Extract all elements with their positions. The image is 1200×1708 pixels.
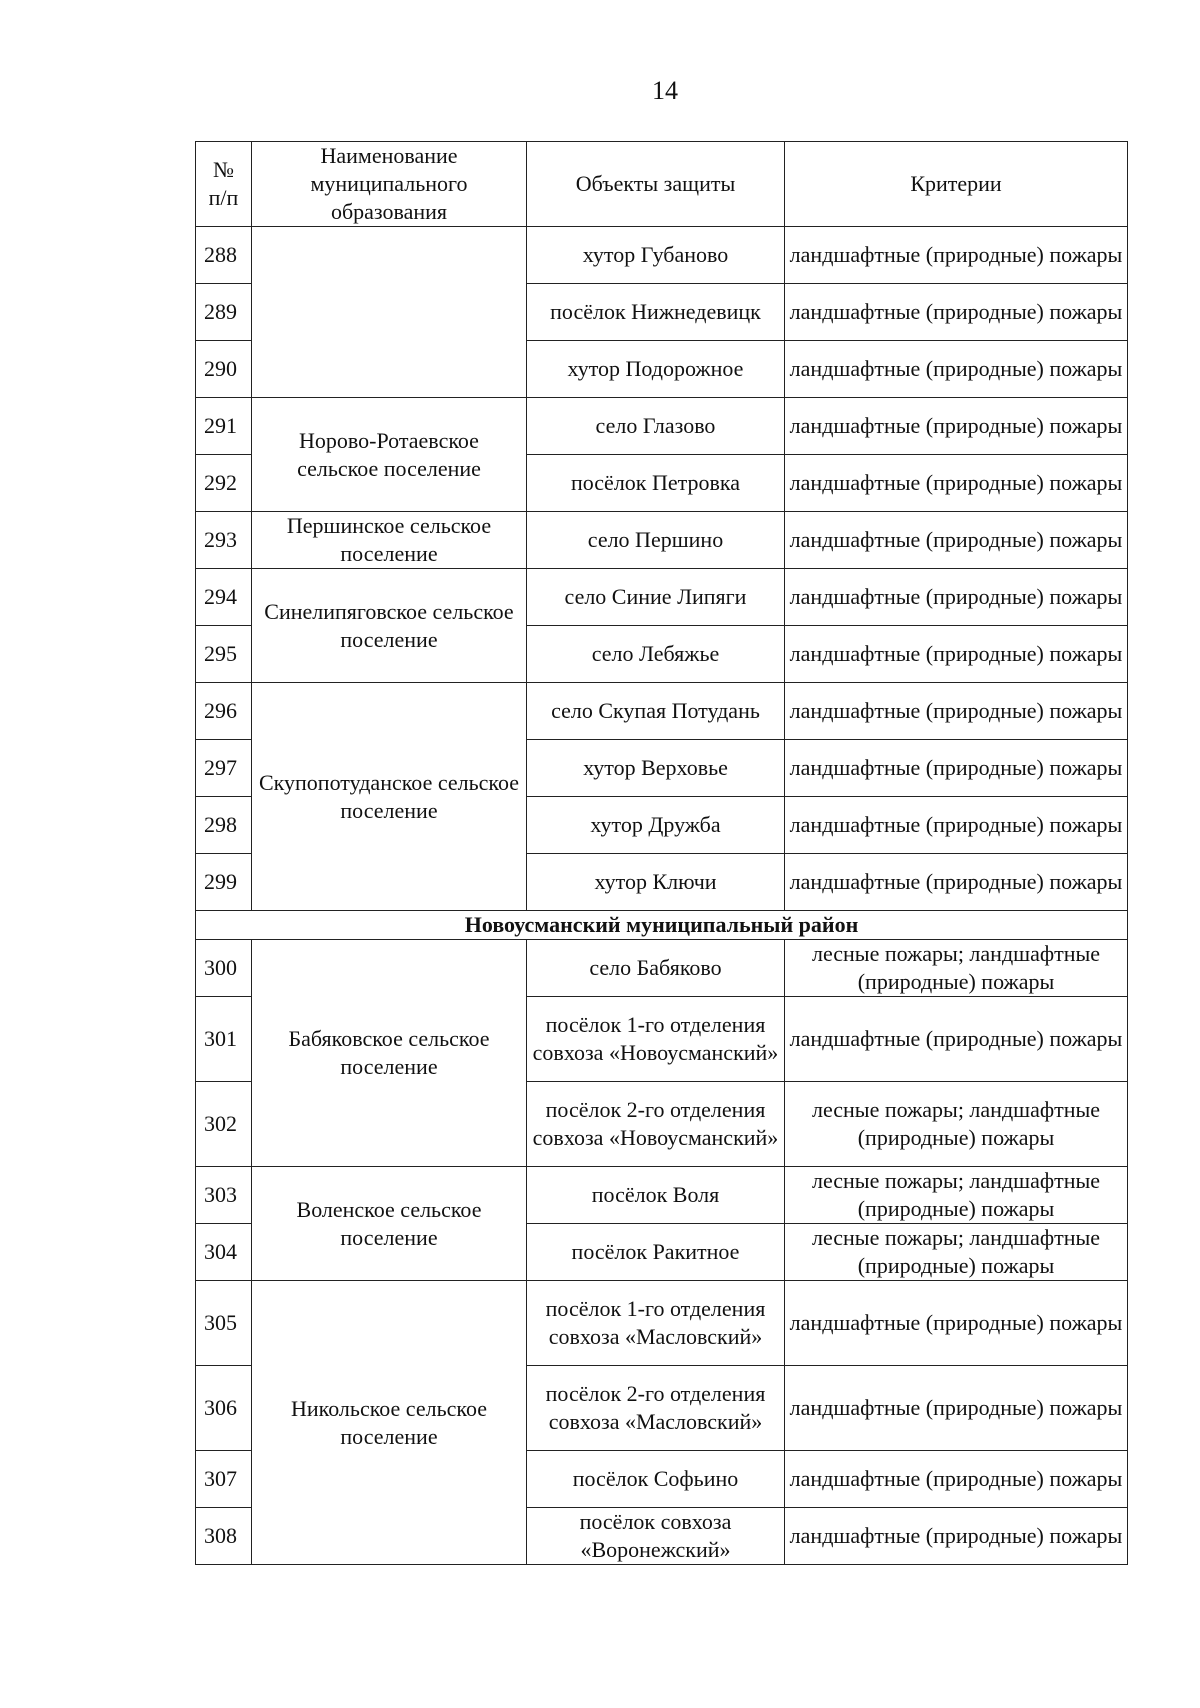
municipality-cell: Воленское сельское поселение xyxy=(252,1167,527,1281)
row-number: 301 xyxy=(196,997,252,1082)
criteria-cell: ландшафтные (природные) пожары xyxy=(785,341,1128,398)
protection-object-cell: село Бабяково xyxy=(527,940,785,997)
protection-object-cell: село Глазово xyxy=(527,398,785,455)
header-criteria: Критерии xyxy=(785,142,1128,227)
page-number: 14 xyxy=(652,76,678,105)
section-title: Новоусманский муниципальный район xyxy=(196,911,1128,940)
table-row xyxy=(196,512,1128,569)
table-row xyxy=(196,683,1128,740)
row-number: 293 xyxy=(196,512,252,569)
row-number: 292 xyxy=(196,455,252,512)
protection-object-cell: хутор Дружба xyxy=(527,797,785,854)
row-number: 290 xyxy=(196,341,252,398)
section-row xyxy=(196,911,1128,940)
protection-object-cell: хутор Верховье xyxy=(527,740,785,797)
row-number: 302 xyxy=(196,1082,252,1167)
protection-object-cell: посёлок Софьино xyxy=(527,1451,785,1508)
row-number: 307 xyxy=(196,1451,252,1508)
row-number: 305 xyxy=(196,1281,252,1366)
criteria-cell: ландшафтные (природные) пожары xyxy=(785,626,1128,683)
criteria-cell: ландшафтные (природные) пожары xyxy=(785,1281,1128,1366)
criteria-cell: ландшафтные (природные) пожары xyxy=(785,569,1128,626)
criteria-cell: ландшафтные (природные) пожары xyxy=(785,455,1128,512)
municipality-cell: Норово-Ротаевское сельское поселение xyxy=(252,398,527,512)
municipality-cell: Никольское сельское поселение xyxy=(252,1281,527,1565)
protection-object-cell: село Лебяжье xyxy=(527,626,785,683)
criteria-cell: ландшафтные (природные) пожары xyxy=(785,512,1128,569)
criteria-cell: ландшафтные (природные) пожары xyxy=(785,997,1128,1082)
protection-object-cell: хутор Ключи xyxy=(527,854,785,911)
row-number: 308 xyxy=(196,1508,252,1565)
municipality-cell: Першинское сельское поселение xyxy=(252,512,527,569)
row-number: 289 xyxy=(196,284,252,341)
criteria-cell: лесные пожары; ландшафтные (природные) пожары xyxy=(785,1167,1128,1224)
criteria-cell: ландшафтные (природные) пожары xyxy=(785,1451,1128,1508)
row-number: 291 xyxy=(196,398,252,455)
row-number: 295 xyxy=(196,626,252,683)
protection-object-cell: посёлок Ракитное xyxy=(527,1224,785,1281)
row-number: 298 xyxy=(196,797,252,854)
table-body-lower xyxy=(196,940,1128,1565)
row-number: 304 xyxy=(196,1224,252,1281)
protection-object-cell: посёлок 2-го отделения совхоза «Масловский» xyxy=(527,1366,785,1451)
protection-object-cell: посёлок 2-го отделения совхоза «Новоусманский» xyxy=(527,1082,785,1167)
header-objects: Объекты защиты xyxy=(527,142,785,227)
protection-object-cell: посёлок 1-го отделения совхоза «Новоусманский» xyxy=(527,997,785,1082)
table-row xyxy=(196,1281,1128,1366)
table-row xyxy=(196,398,1128,455)
protection-object-cell: хутор Подорожное xyxy=(527,341,785,398)
criteria-cell: ландшафтные (природные) пожары xyxy=(785,1366,1128,1451)
criteria-cell: ландшафтные (природные) пожары xyxy=(785,398,1128,455)
table-body-upper xyxy=(196,227,1128,911)
municipality-cell xyxy=(252,227,527,398)
protection-object-cell: село Першино xyxy=(527,512,785,569)
criteria-cell: ландшафтные (природные) пожары xyxy=(785,797,1128,854)
protection-objects-table xyxy=(195,141,1128,1565)
table-row xyxy=(196,569,1128,626)
protection-object-cell: посёлок 1-го отделения совхоза «Масловский» xyxy=(527,1281,785,1366)
header-municipality: Наименование муниципального образования xyxy=(252,142,527,227)
row-number: 294 xyxy=(196,569,252,626)
row-number: 303 xyxy=(196,1167,252,1224)
table-header-row xyxy=(196,142,1128,227)
criteria-cell: ландшафтные (природные) пожары xyxy=(785,284,1128,341)
protection-object-cell: село Скупая Потудань xyxy=(527,683,785,740)
row-number: 299 xyxy=(196,854,252,911)
row-number: 296 xyxy=(196,683,252,740)
criteria-cell: ландшафтные (природные) пожары xyxy=(785,227,1128,284)
criteria-cell: ландшафтные (природные) пожары xyxy=(785,1508,1128,1565)
municipality-cell: Синелипяговское сельское поселение xyxy=(252,569,527,683)
protection-object-cell: посёлок Петровка xyxy=(527,455,785,512)
row-number: 297 xyxy=(196,740,252,797)
header-num: № п/п xyxy=(196,142,252,227)
section-row-group xyxy=(196,911,1128,940)
protection-object-cell: село Синие Липяги xyxy=(527,569,785,626)
criteria-cell: ландшафтные (природные) пожары xyxy=(785,854,1128,911)
table-row xyxy=(196,1167,1128,1224)
protection-object-cell: посёлок Нижнедевицк xyxy=(527,284,785,341)
protection-object-cell: хутор Губаново xyxy=(527,227,785,284)
municipality-cell: Бабяковское сельское поселение xyxy=(252,940,527,1167)
table-row xyxy=(196,227,1128,284)
protection-object-cell: посёлок Воля xyxy=(527,1167,785,1224)
row-number: 306 xyxy=(196,1366,252,1451)
criteria-cell: лесные пожары; ландшафтные (природные) пожары xyxy=(785,1082,1128,1167)
criteria-cell: ландшафтные (природные) пожары xyxy=(785,683,1128,740)
table-row xyxy=(196,940,1128,997)
row-number: 300 xyxy=(196,940,252,997)
criteria-cell: лесные пожары; ландшафтные (природные) пожары xyxy=(785,940,1128,997)
criteria-cell: лесные пожары; ландшафтные (природные) пожары xyxy=(785,1224,1128,1281)
protection-object-cell: посёлок совхоза «Воронежский» xyxy=(527,1508,785,1565)
criteria-cell: ландшафтные (природные) пожары xyxy=(785,740,1128,797)
row-number: 288 xyxy=(196,227,252,284)
municipality-cell: Скупопотуданское сельское поселение xyxy=(252,683,527,911)
